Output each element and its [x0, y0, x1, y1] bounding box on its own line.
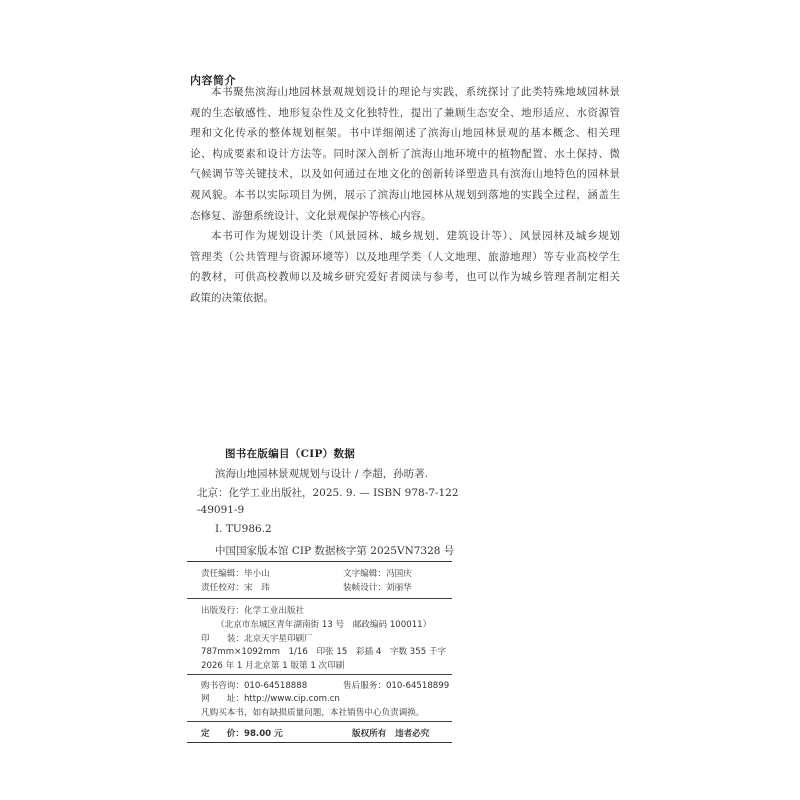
- intro-p1-line: 理和文化传承的整体规划框架。书中详细阐述了滨海山地园林景观的基本概念、相关理: [190, 127, 620, 140]
- cip-classification: Ⅰ. TU986.2: [215, 523, 272, 535]
- intro-paragraph-1: [190, 82, 620, 226]
- copyright-notice: 版权所有 违者必究: [352, 729, 430, 739]
- responsible-proofreader: 责任校对：宋 玮: [201, 583, 270, 593]
- intro-p2-line: 的教材，可供高校教师以及城乡研究爱好者阅读与参考，也可以作为城乡管理者制定相关: [190, 271, 620, 284]
- cip-heading: 图书在版编目（CIP）数据: [225, 448, 356, 460]
- text-editor: 文字编辑：冯国庆: [343, 569, 412, 579]
- price: 定 价：98.00 元: [201, 729, 283, 739]
- responsible-editor: 责任编辑：毕小山: [201, 569, 270, 579]
- purchase-hotline: 购书咨询：010-64518888: [201, 681, 308, 691]
- divider: [187, 561, 452, 562]
- intro-p2-line: 政策的决策依据。: [190, 291, 274, 304]
- intro-p2-line: 管理类（公共管理与资源环境等）以及地理学类（人文地理、旅游地理）等专业高校学生: [190, 250, 620, 263]
- publisher: 出版发行：化学工业出版社: [201, 606, 305, 616]
- divider: [187, 674, 452, 675]
- intro-p2-line: 本书可作为规划设计类（风景园林、城乡规划、建筑设计等）、风景园林及城乡规划: [211, 230, 620, 242]
- intro-p1-line: 本书聚焦滨海山地园林景观规划设计的理论与实践，系统探讨了此类特殊地域园林景: [211, 86, 620, 98]
- intro-paragraph-2: [190, 226, 620, 308]
- website: 网 址：http://www.cip.com.cn: [201, 694, 340, 704]
- cip-title-line: 滨海山地园林景观规划与设计 / 李超，孙昉著.: [215, 468, 429, 480]
- intro-heading: 内容简介: [190, 74, 236, 87]
- cip-record-number: 中国国家版本馆 CIP 数据核字第 2025VN7328 号: [215, 545, 455, 557]
- intro-p1-line: 论、构成要素和设计方法等。同时深入剖析了滨海山地环境中的植物配置、水土保持、微: [190, 147, 620, 160]
- printer: 印 装：北京天宇星印刷厂: [201, 634, 313, 644]
- after-sales-hotline: 售后服务：010-64518899: [343, 681, 450, 691]
- print-specs: 787mm×1092mm 1/16 印张 15 彩插 4 字数 355 千字: [201, 647, 447, 657]
- cover-designer: 装帧设计：刘丽华: [343, 583, 412, 593]
- quality-notice: 凡购买本书，如有缺损质量问题，本社销售中心负责调换。: [201, 708, 425, 718]
- divider: [187, 598, 452, 599]
- cip-isbn-line: -49091-9: [197, 504, 245, 516]
- cip-publisher-line: 北京：化学工业出版社，2025. 9. — ISBN 978-7-122: [197, 487, 459, 499]
- intro-p1-line: 观风貌。本书以实际项目为例，展示了滨海山地园林从规划到落地的实践全过程，涵盖生: [190, 188, 620, 201]
- publisher-address: （北京市东城区青年湖南街 13 号 邮政编码 100011）: [216, 620, 432, 630]
- divider: [187, 742, 452, 743]
- edition-info: 2026 年 1 月北京第 1 版第 1 次印刷: [201, 661, 345, 671]
- intro-p1-line: 态修复、游憩系统设计、文化景观保护等核心内容。: [190, 209, 432, 222]
- intro-p1-line: 观的生态敏感性、地形复杂性及文化独特性，提出了兼顾生态安全、地形适应、水资源管: [190, 106, 620, 119]
- divider: [187, 721, 452, 722]
- intro-p1-line: 气候调节等关键技术，以及如何通过在地文化的创新转译塑造具有滨海山地特色的园林景: [190, 168, 620, 181]
